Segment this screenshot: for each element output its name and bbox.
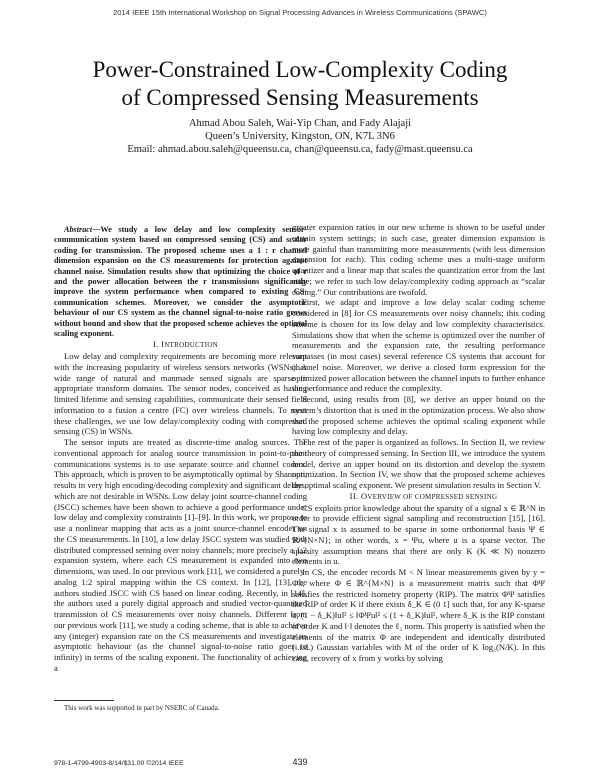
abstract	[54, 225, 307, 339]
copyright-footer: 978-1-4799-4903-8/14/$31.00 ©2014 IEEE	[54, 760, 184, 767]
section-heading-introduction	[54, 339, 307, 351]
conference-header: 2014 IEEE 15th International Workshop on Signal Processing Advances in Wireless Communications (SPAWC)	[113, 8, 487, 17]
footnote: This work was supported in part by NSERC of Canada.	[64, 704, 220, 712]
title-line-2: of Compressed Sensing Measurements	[121, 85, 479, 110]
section-number: I. I	[152, 339, 165, 350]
right-column	[292, 222, 545, 664]
body-paragraph: greater expansion ratios in our new scheme is shown to be useful under certain system settings; in such case, greater dimension expansion is more gainful than transmitting more measurements (with less dimension expansion for each). This coding scheme uses a multi-stage uniform quantizer and a linear map that scales the quantization error from the last stage; we refer to such low delay/complexity coding approach as “scalar coding.” Our contributions are twofold.	[292, 222, 545, 297]
section-name: VERVIEW OF COMPRESSED SENSING	[367, 492, 498, 501]
paper-title	[30, 56, 570, 112]
body-paragraph: Low delay and complexity requirements are becoming more relevant with the increasing popularity of wireless sensors networks (WSNs). A wide range of natural and manmade sensed signals are sparse in appropriate transform domains. The sensor nodes, conceived as having limited lifetime and sensing capabilities, communicate their sensed field information to a fusion a centre (FC) over wireless channels. To meet these challenges, we use low delay/complexity coding with compressed sensing (CS) in WSNs.	[54, 351, 307, 437]
section-heading-overview	[292, 491, 545, 503]
author-block	[30, 117, 570, 156]
body-paragraph: Second, using results from [8], we derive an upper bound on the system’s distortion that is used in the optimization process. We also show that the proposed scheme achieves the optimal scaling exponent while having low complexity and delay.	[292, 394, 545, 437]
section-name: NTRODUCTION	[164, 341, 219, 350]
body-paragraph: First, we adapt and improve a low delay scalar coding scheme considered in [8] for CS measurements over noisy channels; this coding scheme is chosen for its low delay and low complexity characteristics. Simulations show that when the scheme is optimized over the number of measurements and the expansion rate, the resulting performance surpasses (in most cases) several reference CS systems that account for channel noise. Moreover, we derive a closed form expression for the optimized power allocation between the channel inputs to further enhance the performance and reduce the complexity.	[292, 297, 545, 394]
footnote-rule	[54, 700, 114, 701]
abstract-text: —We study a low delay and low complexity sensor-communication system based on compressed sensing (CS) and scalar coding for transmission. The proposed scheme uses a 1 : r channel dimension expansion on the CS measurements for protection against channel noise. Simulation results show that optimizing the choice of r and the power allocation between the r transmissions significantly improve the system performance when compared to existing CS-communication schemes. Moreover, we consider the asymptotic behaviour of our CS system as the channel signal-to-noise ratio grows without bound and show that the proposed scheme achieves the optimal scaling exponent.	[54, 225, 307, 339]
author-names: Ahmad Abou Saleh, Wai-Yip Chan, and Fady Alajaji	[188, 118, 412, 129]
title-line-1: Power-Constrained Low-Complexity Coding	[92, 57, 508, 82]
left-column	[54, 225, 307, 674]
body-paragraph: In CS, the encoder records M < N linear measurements given by y = Φx, where Φ ∈ ℝ^{M×N} is a measurement matrix such that ΦΨ satisfies the restricted isometry property (RIP). The matrix ΦΨ satisfies the RIP of order K if there exists δ_K ∈ (0 1] such that, for any K-sparse u, (1 − δ_K)‖u‖² ≤ ‖ΦΨu‖² ≤ (1 + δ_K)‖u‖², where δ_K is the RIP constant of order K and ‖·‖ denotes the ℓ₂ norm. This property is satisfied when the elements of the matrix Φ are independent and identically distributed (i.i.d.) Gaussian variables with M of the order of K log₂(N/K). In this case, recovery of x from y works by solving	[292, 567, 545, 663]
body-paragraph: CS exploits prior knowledge about the sparsity of a signal x ∈ ℝ^N in order to provide efficient signal sampling and reconstruction [15], [16]. The signal x is assumed to be sparse in some orthonormal basis Ψ ∈ ℝ^{N×N}; in other words, x = Ψu, where u is a sparse vector. The sparsity assumption means that there are only K (K ≪ N) nonzero elements in u.	[292, 502, 545, 567]
body-paragraph: The rest of the paper is organized as follows. In Section II, we review the theory of compressed sensing. In Section III, we introduce the system model, derive an upper bound on its distortion and develop the system optimization. In Section IV, we show that the proposed scheme achieves the optimal scaling exponent. We present simulation results in Section V.	[292, 437, 545, 490]
abstract-lead: Abstract	[64, 225, 93, 234]
author-affiliation: Queen’s University, Kingston, ON, K7L 3N6	[205, 131, 395, 142]
page-number: 439	[292, 757, 308, 767]
section-number: II. O	[349, 490, 368, 501]
body-paragraph: The sensor inputs are treated as discrete-time analog sources. The conventional approach for analog source transmission in point-to-point communications systems is to use separate source and channel coders. This approach, which is proven to be asymptotically optimal by Shannon, results in very high encoding/decoding complexity and significant delays, which are not desirable in WSNs. Low delay joint source-channel coding (JSCC) schemes have been shown to achieve a good performance under low delay and complexity constraints [1]–[9]. In this work, we propose to use a nonlinear mapping that acts as a joint source-channel encoder on the CS measurements. In [10], a low delay JSCC system was studied with distributed compressed sensing over noisy channels; more precisely a 1:2 expansion system, where each CS measurement is expanded into two dimensions, was used. In our previous work [11], we considered a purely-analog 1:2 spiral mapping within the CS context. In [12], [13], the authors studied JSCC with CS based on linear coding. Recently, in [14], the authors used a purely digital approach and studied vector-quantized transmission of CS measurements over noisy channels. Different from our previous work [11], we study a coding scheme, that is able to achieve any (integer) expansion rate on the CS measurements and investigate its asymptotic behaviour (as the channel signal-to-noise ratio goes to infinity) in terms of the scaling exponent. The functionality of achieving a	[54, 437, 307, 673]
author-email: Email: ahmad.abou.saleh@queensu.ca, chan@queensu.ca, fady@mast.queensu.ca	[127, 144, 473, 155]
